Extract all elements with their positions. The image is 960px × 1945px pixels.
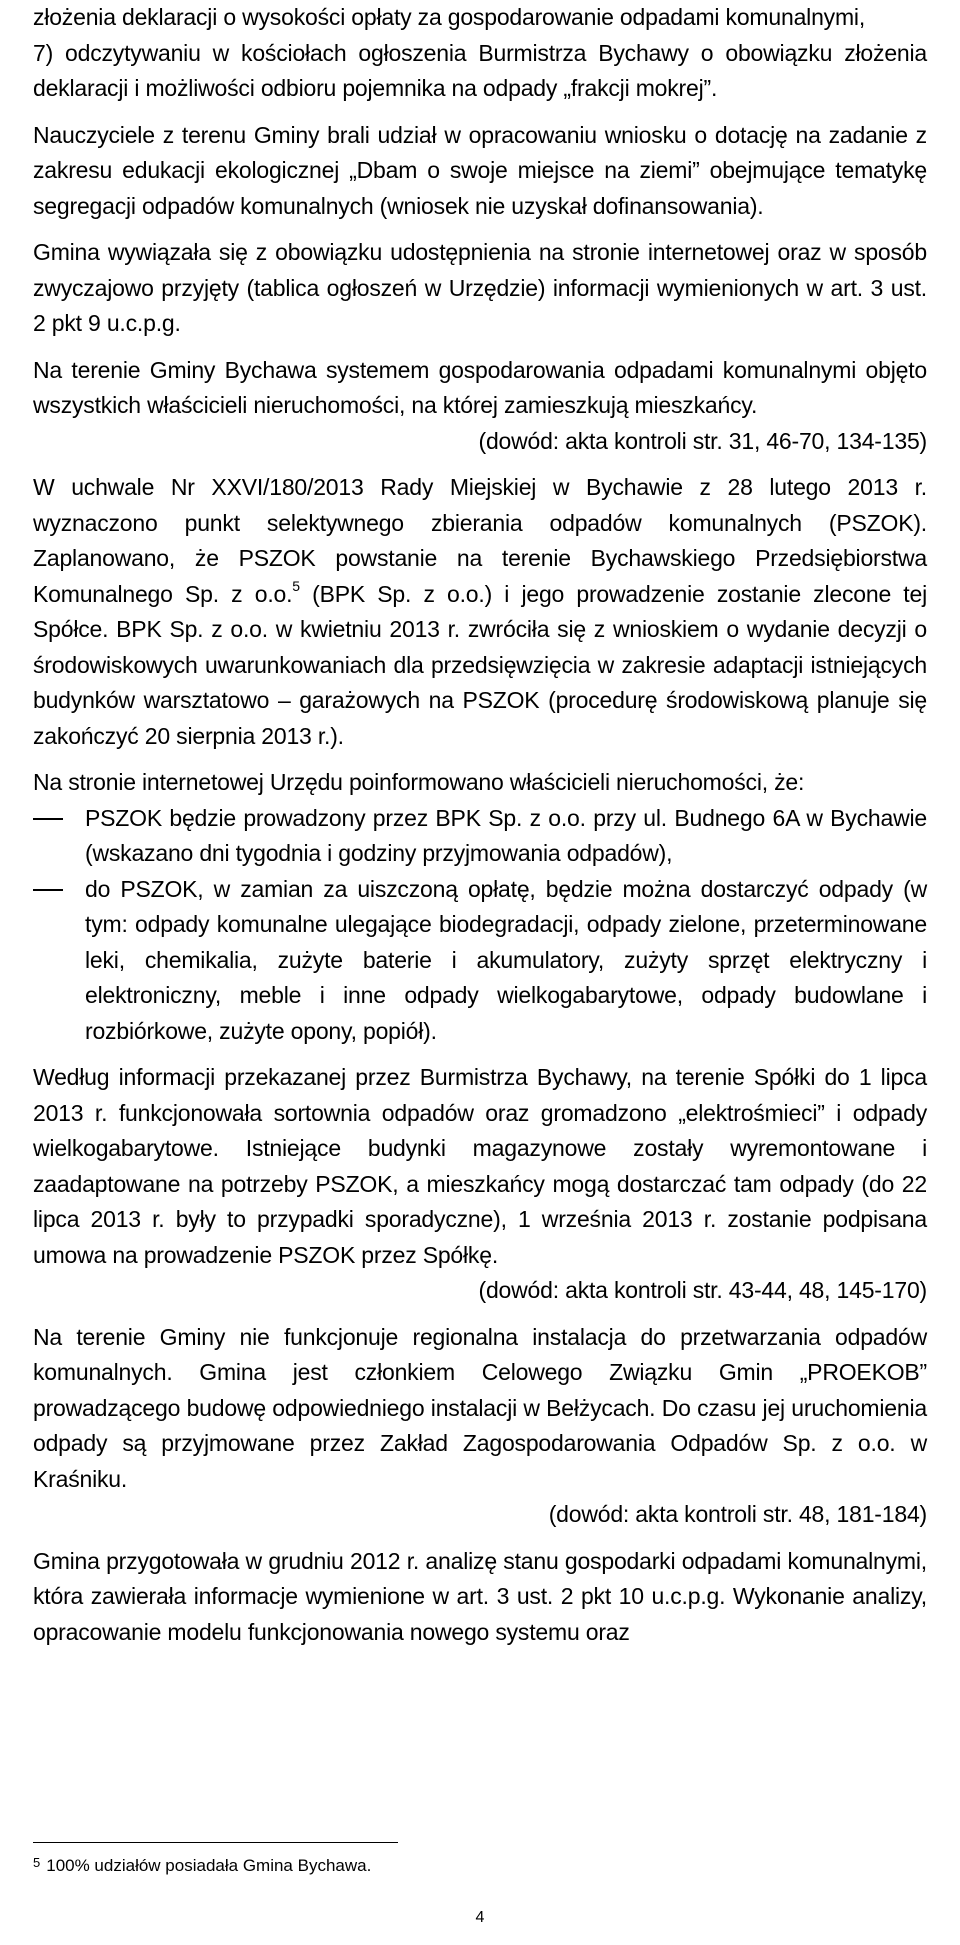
- paragraph-8: Według informacji przekazanej przez Burmistrza Bychawy, na terenie Spółki do 1 lipca 2013 r. funkcjonowała sortownia odpadów oraz gromadzono „elektrośmieci” i odpady wielkogabarytowe. Istniejące budynki magazynowe zostały wyremontowane i zaadaptowane na potrzeby PSZOK, a mieszkańcy mogą dostarczać tam odpady (do 22 lipca 2013 r. były to przypadki sporadyczne), 1 września 2013 r. zostanie podpisana umowa na prowadzenie PSZOK przez Spółkę.: [33, 1064, 927, 1268]
- footnote-separator: [33, 1842, 398, 1843]
- dash-list: [33, 801, 927, 1050]
- paragraph-6-text-b: (BPK Sp. z o.o.) i jego prowadzenie zostanie zlecone tej Spółce. BPK Sp. z o.o. w kwietniu 2013 r. zwróciła się z wnioskiem o wydanie decyzji o środowiskowych uwarunkowaniach dla przedsięwzięcia w zakresie adaptacji istniejących budynków warsztatowo – garażowych na PSZOK (procedurę środowiskową planuje się zakończyć 20 sierpnia 2013 r.).: [33, 580, 927, 749]
- paragraph-1: złożenia deklaracji o wysokości opłaty za gospodarowanie odpadami komunalnymi,: [33, 4, 866, 30]
- list-item: [33, 872, 927, 1050]
- footnote: [33, 1855, 371, 1878]
- evidence-note-1: (dowód: akta kontroli str. 31, 46-70, 134-135): [478, 427, 927, 454]
- body-text: [33, 0, 927, 1650]
- paragraph-2: 7) odczytywaniu w kościołach ogłoszenia Burmistrza Bychawy o obowiązku złożenia deklaracji i możliwości odbioru pojemnika na odpady „frakcji mokrej”.: [33, 39, 927, 101]
- paragraph-6-text-a: W uchwale Nr XXVI/180/2013 Rady Miejskiej w Bychawie z 28 lutego 2013 r. wyznaczono punkt selektywnego zbierania odpadów komunalnych (PSZOK). Zaplanowano, że PSZOK powstanie na terenie Bychawskiego Przedsiębiorstwa Komunalnego Sp. z o.o.: [33, 474, 927, 607]
- paragraph-6: [33, 470, 927, 754]
- paragraph-3: Nauczyciele z terenu Gminy brali udział w opracowaniu wniosku o dotację na zadanie z zakresu edukacji ekologicznej „Dbam o swoje miejsce na ziemi” obejmujące tematykę segregacji odpadów komunalnych (wniosek nie uzyskał dofinansowania).: [33, 121, 927, 219]
- paragraph-10: Gmina przygotowała w grudniu 2012 r. analizę stanu gospodarki odpadami komunalnymi, która zawierała informacje wymienione w art. 3 ust. 2 pkt 10 u.c.p.g. Wykonanie analizy, opracowanie modelu funkcjonowania nowego systemu oraz: [33, 1547, 927, 1645]
- footnote-text: 100% udziałów posiadała Gmina Bychawa.: [46, 1856, 372, 1875]
- footnote-number: 5: [33, 1855, 41, 1870]
- paragraph-9: Na terenie Gminy nie funkcjonuje regionalna instalacja do przetwarzania odpadów komunalnych. Gmina jest członkiem Celowego Związku Gmin „PROEKOB” prowadzącego budowę odpowiedniego instalacji w Bełżycach. Do czasu jej uruchomienia odpady są przyjmowane przez Zakład Zagospodarowania Odpadów Sp. z o.o. w Kraśniku.: [33, 1323, 927, 1492]
- list-item-text: PSZOK będzie prowadzony przez BPK Sp. z o.o. przy ul. Budnego 6A w Bychawie (wskazano dni tygodnia i godziny przyjmowania odpadów),: [85, 804, 927, 866]
- paragraph-4: Gmina wywiązała się z obowiązku udostępnienia na stronie internetowej oraz w sposób zwyczajowo przyjęty (tablica ogłoszeń w Urzędzie) informacji wymienionych w art. 3 ust. 2 pkt 9 u.c.p.g.: [33, 239, 927, 336]
- page-number: 4: [475, 1909, 485, 1926]
- paragraph-7: Na stronie internetowej Urzędu poinformowano właścicieli nieruchomości, że:: [33, 769, 805, 795]
- footnote-ref: 5: [292, 577, 300, 594]
- evidence-note-3: (dowód: akta kontroli str. 48, 181-184): [548, 1501, 927, 1527]
- paragraph-5: Na terenie Gminy Bychawa systemem gospodarowania odpadami komunalnymi objęto wszystkich właścicieli nieruchomości, na której zamieszkują mieszkańcy.: [33, 356, 927, 418]
- evidence-note-2: (dowód: akta kontroli str. 43-44, 48, 145-170): [478, 1277, 927, 1303]
- dash-bullet-icon: [33, 889, 63, 891]
- list-item: [33, 801, 927, 872]
- dash-bullet-icon: [33, 818, 63, 820]
- list-item-text: do PSZOK, w zamian za uiszczoną opłatę, będzie można dostarczyć odpady (w tym: odpady komunalne ulegające biodegradacji, odpady zielone, przeterminowane leki, chemikalia, zużyte baterie i akumulatory, zużyty sprzęt elektryczny i elektroniczny, meble i inne odpady wielkogabarytowe, odpady budowlane i rozbiórkowe, zużyte opony, popiół).: [85, 875, 927, 1044]
